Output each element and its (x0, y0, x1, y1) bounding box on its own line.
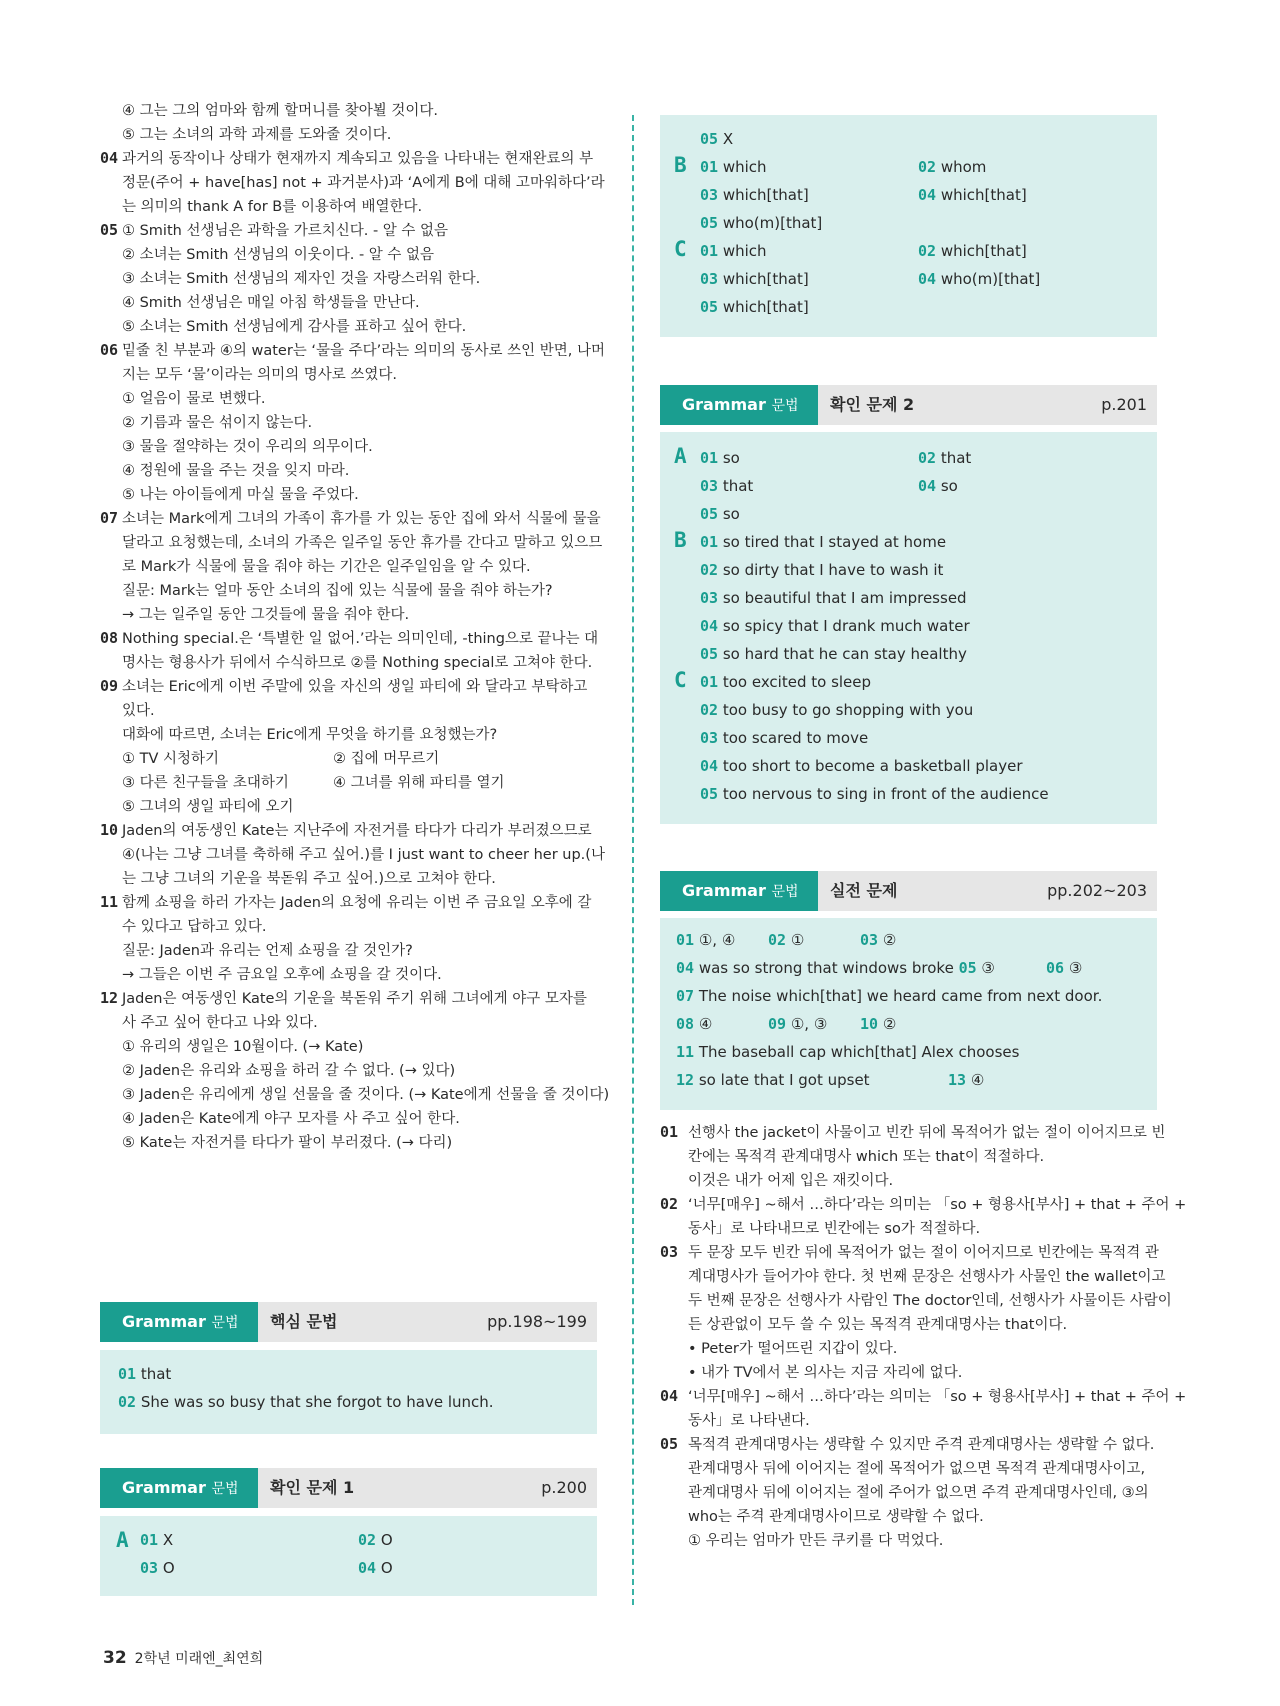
answer-item (700, 528, 946, 556)
page-reference: p.200 (541, 1478, 587, 1497)
check1-continued-box (660, 115, 1157, 337)
column-divider (632, 115, 634, 1605)
answer-item (700, 584, 967, 612)
question-number: 01 (660, 1123, 679, 1141)
explanation-line: ① 유리의 생일은 10월이다. (→ Kate) (122, 1039, 364, 1055)
answer-number: 02 (768, 931, 787, 949)
explanation-line: 함께 쇼핑을 하러 가자는 Jaden의 요청에 유리는 이번 주 금요일 오후에 갈 (122, 895, 592, 911)
answer-number: 12 (676, 1071, 695, 1089)
explanation-line: 수 있다고 답하고 있다. (122, 919, 267, 935)
answer-number: 02 (358, 1531, 377, 1549)
answer-number: 03 (700, 270, 719, 288)
page-reference: pp.202~203 (1047, 881, 1147, 900)
answer-text: whom (940, 158, 987, 176)
answer-text: ④ (698, 1015, 713, 1033)
answer-item (700, 237, 767, 265)
answer-item (700, 640, 967, 668)
answer-item (700, 612, 970, 640)
answer-text: ①, ④ (698, 931, 736, 949)
explanation-line: ⑤ Kate는 자전거를 타다가 팔이 부러졌다. (→ 다리) (122, 1135, 453, 1151)
question-number: 03 (660, 1243, 679, 1261)
answer-number: 01 (700, 449, 719, 467)
answer-item (676, 926, 735, 954)
answer-item (700, 472, 753, 500)
explanation-line: who는 주격 관계대명사이므로 생략할 수 없다. (688, 1509, 984, 1525)
answer-number: 04 (918, 186, 937, 204)
answer-number: 02 (918, 158, 937, 176)
answer-number: 01 (700, 242, 719, 260)
answer-item (918, 181, 1027, 209)
answer-text: The baseball cap which[that] Alex chooses (698, 1043, 1020, 1061)
explanation-line: 이것은 내가 어제 입은 재킷이다. (688, 1173, 894, 1189)
answer-number: 07 (676, 987, 695, 1005)
answer-number: 08 (676, 1015, 695, 1033)
answer-number: 01 (118, 1365, 137, 1383)
answer-number: 01 (676, 931, 695, 949)
answer-number: 11 (676, 1043, 695, 1061)
answer-text: so tired that I stayed at home (722, 533, 947, 551)
answer-text: so late that I got upset (698, 1071, 870, 1089)
answer-item (700, 209, 822, 237)
check1-box (100, 1516, 597, 1596)
answer-item (918, 237, 1027, 265)
answer-text: too short to become a basketball player (722, 757, 1023, 775)
question-number: 11 (100, 893, 119, 911)
answer-text: X (722, 130, 734, 148)
section-letter-a: A (674, 444, 687, 468)
answer-number: 04 (918, 270, 937, 288)
explanation-line: ④ 정원에 물을 주는 것을 잊지 마라. (122, 463, 350, 479)
explanation-line: 지는 모두 ‘물’이라는 의미의 명사로 쓰였다. (122, 367, 397, 383)
answer-item (118, 1388, 494, 1416)
footer-text: 2학년 미래엔_최연희 (134, 1651, 264, 1667)
answer-number: 02 (918, 449, 937, 467)
explanation-line: 밑줄 친 부분과 ④의 water는 ‘물을 주다’라는 의미의 동사로 쓰인 반면, 나머 (122, 343, 606, 359)
explanation-line: 동사」로 나타내므로 빈칸에는 so가 적절하다. (688, 1221, 981, 1237)
answer-text: that (940, 449, 972, 467)
answer-number: 04 (358, 1559, 377, 1577)
answer-item (700, 556, 943, 584)
answer-number: 04 (700, 757, 719, 775)
answer-item (700, 668, 871, 696)
answer-number: 03 (700, 186, 719, 204)
grammar-tag-sub: 문법 (211, 1315, 239, 1331)
explanation-line-col2: ④ 그녀를 위해 파티를 열기 (333, 775, 505, 791)
explanation-line: ① Smith 선생님은 과학을 가르치신다. - 알 수 없음 (122, 223, 449, 239)
explanation-line: 로 Mark가 식물에 물을 줘야 하는 기간은 일주일임을 알 수 있다. (122, 559, 531, 575)
answer-number: 01 (700, 158, 719, 176)
explanation-line: ⑤ 그는 소녀의 과학 과제를 도와줄 것이다. (122, 127, 392, 143)
page-reference: p.201 (1101, 395, 1147, 414)
answer-text: X (162, 1531, 174, 1549)
grammar-tag (660, 871, 818, 911)
page-footer (103, 1648, 263, 1668)
check2-header (660, 385, 1157, 425)
explanation-line: 관계대명사 뒤에 이어지는 절에 주어가 없으면 주격 관계대명사인데, ③의 (688, 1485, 1149, 1501)
answer-number: 09 (768, 1015, 787, 1033)
grammar-tag-sub: 문법 (771, 884, 799, 900)
explanation-line: 정문(주어 + have[has] not + 과거분사)과 ‘A에게 B에 대해 고마워하다’라 (122, 175, 605, 191)
explanation-line: ① 우리는 엄마가 만든 쿠키를 다 먹었다. (688, 1533, 944, 1549)
explanation-line: 명사는 형용사가 뒤에서 수식하므로 ②를 Nothing special로 고쳐야 한다. (122, 655, 593, 671)
explanation-line: 질문: Mark는 얼마 동안 소녀의 집에 있는 식물에 물을 줘야 하는가? (122, 583, 553, 599)
question-number: 09 (100, 677, 119, 695)
answer-number: 01 (140, 1531, 159, 1549)
section-title: 확인 문제 2 (830, 395, 915, 414)
answer-item (918, 153, 986, 181)
answer-item (700, 125, 733, 153)
answer-text: ② (882, 931, 897, 949)
explanation-line: ④(나는 그냥 그녀를 축하해 주고 싶어.)를 I just want to cheer her up.(나 (122, 847, 605, 863)
explanation-line: 과거의 동작이나 상태가 현재까지 계속되고 있음을 나타내는 현재완료의 부 (122, 151, 594, 167)
question-number: 06 (100, 341, 119, 359)
explanation-line: 든 상관없이 모두 쓸 수 있는 목적격 관계대명사는 that이다. (688, 1317, 1068, 1333)
explanation-line: Jaden은 여동생인 Kate의 기운을 북돋워 주기 위해 그녀에게 야구 모자를 (122, 991, 587, 1007)
explanation-line: → 그들은 이번 주 금요일 오후에 쇼핑을 갈 것이다. (122, 967, 442, 983)
explanation-line: 있다. (122, 703, 155, 719)
answer-text: too busy to go shopping with you (722, 701, 974, 719)
grammar-tag-sub: 문법 (211, 1481, 239, 1497)
answer-text: so hard that he can stay healthy (722, 645, 967, 663)
explanation-line: ‘너무[매우] ~해서 …하다’라는 의미는 「so + 형용사[부사] + that + 주어 + (688, 1197, 1187, 1213)
section-letter-a: A (116, 1528, 129, 1552)
answer-item (676, 1038, 1019, 1066)
explanation-line: 계대명사가 들어가야 한다. 첫 번째 문장은 선행사가 사물인 the wallet이고 (688, 1269, 1166, 1285)
answer-text: so (722, 505, 740, 523)
answer-text: O (380, 1559, 393, 1577)
section-title: 실전 문제 (830, 881, 898, 900)
answer-number: 05 (958, 959, 977, 977)
answer-text: which[that] (722, 186, 809, 204)
answer-text: so beautiful that I am impressed (722, 589, 967, 607)
answer-number: 02 (918, 242, 937, 260)
answer-item (676, 1010, 712, 1038)
answer-number: 01 (700, 533, 719, 551)
answer-item (700, 780, 1049, 808)
answer-item (676, 954, 995, 982)
answer-text: ③ (1068, 959, 1083, 977)
question-number: 04 (100, 149, 119, 167)
answer-text: She was so busy that she forgot to have lunch. (140, 1393, 494, 1411)
question-number: 05 (100, 221, 119, 239)
answer-text: who(m)[that] (722, 214, 823, 232)
answer-number: 02 (700, 701, 719, 719)
answer-text: that (722, 477, 754, 495)
explanation-line: 달라고 요청했는데, 소녀의 가족은 일주일 동안 휴가를 간다고 말하고 있으므 (122, 535, 603, 551)
question-number: 10 (100, 821, 119, 839)
answer-number: 05 (700, 214, 719, 232)
explanation-line: 는 그냥 그녀의 기운을 북돋워 주고 싶어.)으로 고쳐야 한다. (122, 871, 496, 887)
answer-text: too nervous to sing in front of the audience (722, 785, 1049, 803)
check2-box (660, 432, 1157, 824)
explanation-line: ‘너무[매우] ~해서 …하다’라는 의미는 「so + 형용사[부사] + that + 주어 + (688, 1389, 1187, 1405)
question-number: 08 (100, 629, 119, 647)
section-letter-c: C (674, 668, 687, 692)
practice-box (660, 918, 1157, 1110)
explanation-line: 사 주고 싶어 한다고 나와 있다. (122, 1015, 318, 1031)
grammar-tag (660, 385, 818, 425)
grammar-tag (100, 1468, 258, 1508)
answer-number: 03 (700, 589, 719, 607)
explanation-line: ⑤ 나는 아이들에게 마실 물을 주었다. (122, 487, 359, 503)
explanation-line: 동사」로 나타낸다. (688, 1413, 810, 1429)
answer-text: ③ (981, 959, 995, 977)
answer-text: which[that] (940, 242, 1027, 260)
answer-item (118, 1360, 171, 1388)
answer-item (358, 1554, 393, 1582)
explanation-line: 소녀는 Mark에게 그녀의 가족이 휴가를 가 있는 동안 집에 와서 식물에 물을 (122, 511, 601, 527)
answer-number: 04 (700, 617, 719, 635)
answer-item (676, 982, 1102, 1010)
explanation-line: 대화에 따르면, 소녀는 Eric에게 무엇을 하기를 요청했는가? (122, 727, 498, 743)
answer-text: so spicy that I drank much water (722, 617, 970, 635)
answer-text: which[that] (940, 186, 1027, 204)
answer-item (700, 181, 809, 209)
explanation-line: 선행사 the jacket이 사물이고 빈칸 뒤에 목적어가 없는 절이 이어지므로 빈 (688, 1125, 1166, 1141)
answer-text: that (140, 1365, 172, 1383)
answer-item (358, 1526, 393, 1554)
explanation-line: ③ Jaden은 유리에게 생일 선물을 줄 것이다. (→ Kate에게 선물을 줄 것이다) (122, 1087, 610, 1103)
explanation-line: ① 얼음이 물로 변했다. (122, 391, 266, 407)
question-number: 05 (660, 1435, 679, 1453)
answer-number: 05 (700, 785, 719, 803)
explanation-line: ② 소녀는 Smith 선생님의 이웃이다. - 알 수 없음 (122, 247, 435, 263)
answer-item (700, 696, 973, 724)
answer-text: O (380, 1531, 393, 1549)
explanation-line: Nothing special.은 ‘특별한 일 없어.’라는 의미인데, -thing으로 끝나는 대 (122, 631, 599, 647)
explanation-line: ④ Jaden은 Kate에게 야구 모자를 사 주고 싶어 한다. (122, 1111, 460, 1127)
answer-item (948, 1066, 984, 1094)
answer-number: 05 (700, 298, 719, 316)
answer-number: 03 (700, 729, 719, 747)
answer-number: 10 (860, 1015, 879, 1033)
explanation-line: 두 번째 문장은 선행사가 사람인 The doctor인데, 선행사가 사물이든 사람이 (688, 1293, 1172, 1309)
answer-item (140, 1554, 175, 1582)
grammar-tag-label: Grammar (682, 395, 766, 414)
answer-item (860, 926, 896, 954)
section-title: 확인 문제 1 (270, 1478, 355, 1497)
answer-number: 01 (700, 673, 719, 691)
explanation-line: ② 기름과 물은 섞이지 않는다. (122, 415, 313, 431)
answer-number: 05 (700, 645, 719, 663)
core-grammar-header (100, 1302, 597, 1342)
explanation-line: ⑤ 그녀의 생일 파티에 오기 (122, 799, 294, 815)
explanation-line: 칸에는 목적격 관계대명사 which 또는 that이 적절하다. (688, 1149, 1045, 1165)
section-letter-c: C (674, 237, 687, 261)
answer-text: which (722, 242, 767, 260)
answer-text: so (722, 449, 740, 467)
answer-item (860, 1010, 896, 1038)
answer-text: ④ (970, 1071, 985, 1089)
answer-number: 13 (948, 1071, 967, 1089)
answer-text: was so strong that windows broke (698, 959, 954, 977)
answer-text: ② (882, 1015, 897, 1033)
section-letter-b: B (674, 153, 687, 177)
answer-text: too excited to sleep (722, 673, 872, 691)
explanation-line: 소녀는 Eric에게 이번 주말에 있을 자신의 생일 파티에 와 달라고 부탁하고 (122, 679, 588, 695)
question-number: 07 (100, 509, 119, 527)
explanation-line: ② Jaden은 유리와 쇼핑을 하러 갈 수 없다. (→ 있다) (122, 1063, 456, 1079)
explanation-line: • Peter가 떨어뜨린 지갑이 있다. (688, 1341, 898, 1357)
explanation-line: ③ 소녀는 Smith 선생님의 제자인 것을 자랑스러워 한다. (122, 271, 481, 287)
answer-number: 03 (700, 477, 719, 495)
answer-item (1046, 954, 1082, 982)
answer-item (918, 444, 971, 472)
explanation-line: ⑤ 소녀는 Smith 선생님에게 감사를 표하고 싶어 한다. (122, 319, 467, 335)
question-number: 02 (660, 1195, 679, 1213)
explanation-line: • 내가 TV에서 본 의사는 지금 자리에 없다. (688, 1365, 963, 1381)
answer-text: which (722, 158, 767, 176)
explanation-line: Jaden의 여동생인 Kate는 지난주에 자전거를 타다가 다리가 부러졌으므로 (122, 823, 592, 839)
answer-number: 04 (918, 477, 937, 495)
answer-number: 05 (700, 130, 719, 148)
answer-item (918, 472, 958, 500)
answer-text: which[that] (722, 270, 809, 288)
section-letter-b: B (674, 528, 687, 552)
explanation-line: ④ 그는 그의 엄마와 함께 할머니를 찾아뵐 것이다. (122, 103, 439, 119)
explanation-line-col2: ② 집에 머무르기 (333, 751, 440, 767)
answer-number: 05 (700, 505, 719, 523)
grammar-tag-label: Grammar (682, 881, 766, 900)
explanation-line: 는 의미의 thank A for B를 이용하여 배열한다. (122, 199, 423, 215)
grammar-tag (100, 1302, 258, 1342)
answer-text: ①, ③ (790, 1015, 828, 1033)
grammar-tag-label: Grammar (122, 1478, 206, 1497)
answer-number: 03 (860, 931, 879, 949)
answer-item (768, 1010, 827, 1038)
answer-item (700, 752, 1023, 780)
explanation-line: 목적격 관계대명사는 생략할 수 있지만 주격 관계대명사는 생략할 수 없다. (688, 1437, 1155, 1453)
answer-number: 02 (700, 561, 719, 579)
explanation-line: ④ Smith 선생님은 매일 아침 학생들을 만난다. (122, 295, 420, 311)
core-grammar-box (100, 1350, 597, 1434)
answer-text: ① (790, 931, 805, 949)
answer-number: 06 (1046, 959, 1065, 977)
explanation-line: ③ 다른 친구들을 초대하기 (122, 775, 289, 791)
explanation-line: → 그는 일주일 동안 그것들에 물을 줘야 한다. (122, 607, 410, 623)
answer-item (918, 265, 1040, 293)
check1-header (100, 1468, 597, 1508)
answer-item (768, 926, 804, 954)
explanation-line: ① TV 시청하기 (122, 751, 220, 767)
grammar-tag-sub: 문법 (771, 398, 799, 414)
answer-text: too scared to move (722, 729, 869, 747)
question-number: 12 (100, 989, 119, 1007)
answer-item (700, 293, 809, 321)
answer-item (140, 1526, 173, 1554)
answer-number: 02 (118, 1393, 137, 1411)
page-reference: pp.198~199 (487, 1312, 587, 1331)
section-title: 핵심 문법 (270, 1312, 338, 1331)
answer-item (700, 724, 868, 752)
answer-text: O (162, 1559, 175, 1577)
answer-item (700, 153, 767, 181)
answer-item (700, 265, 809, 293)
grammar-tag-label: Grammar (122, 1312, 206, 1331)
explanation-line: 질문: Jaden과 유리는 언제 쇼핑을 갈 것인가? (122, 943, 413, 959)
question-number: 04 (660, 1387, 679, 1405)
answer-text: who(m)[that] (940, 270, 1041, 288)
answer-item (700, 444, 740, 472)
answer-text: which[that] (722, 298, 809, 316)
explanation-line: ③ 물을 절약하는 것이 우리의 의무이다. (122, 439, 373, 455)
answer-number: 03 (140, 1559, 159, 1577)
explanation-line: 두 문장 모두 빈칸 뒤에 목적어가 없는 절이 이어지므로 빈칸에는 목적격 관 (688, 1245, 1159, 1261)
practice-header (660, 871, 1157, 911)
answer-text: The noise which[that] we heard came from next door. (698, 987, 1103, 1005)
explanation-line: 관계대명사 뒤에 이어지는 절에 목적어가 없으면 목적격 관계대명사이고, (688, 1461, 1146, 1477)
page-number: 32 (103, 1648, 127, 1668)
answer-text: so (940, 477, 958, 495)
answer-item (700, 500, 740, 528)
answer-number: 04 (676, 959, 695, 977)
answer-text: so dirty that I have to wash it (722, 561, 944, 579)
answer-item (676, 1066, 870, 1094)
